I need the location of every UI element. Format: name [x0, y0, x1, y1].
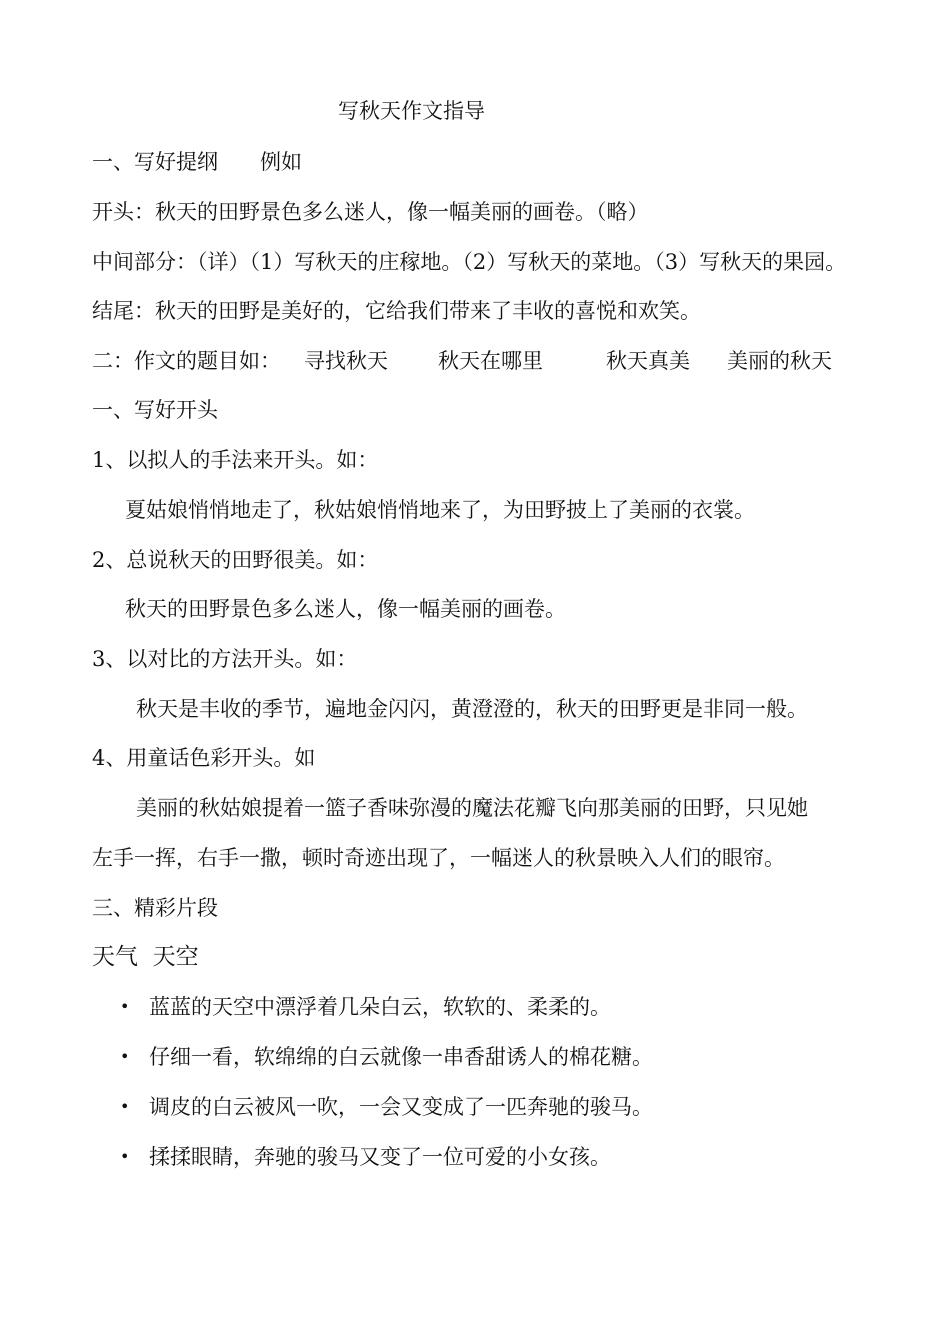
topic-item: 秋天在哪里 [438, 349, 543, 373]
method-label: 4、用童话色彩开头。如 [92, 746, 316, 770]
bullet-text: 调皮的白云被风一吹，一会又变成了一匹奔驰的骏马。 [149, 1095, 653, 1119]
passages-subheading: 天气 天空 [92, 944, 199, 970]
topics-label: 二：作文的题目如： [92, 349, 281, 373]
bullet-icon: • [120, 1097, 130, 1116]
method-label: 3、以对比的方法开头。如： [92, 647, 358, 671]
list-item [120, 1143, 611, 1193]
outline-ending: 结尾：秋天的田野是美好的，它给我们带来了丰收的喜悦和欢笑。 [92, 299, 701, 323]
method-example: 夏姑娘悄悄地走了，秋姑娘悄悄地来了，为田野披上了美丽的衣裳。 [125, 498, 755, 522]
list-item [120, 1043, 653, 1093]
method-example-line: 左手一挥，右手一撒，顿时奇迹出现了，一幅迷人的秋景映入人们的眼帘。 [92, 846, 785, 870]
method-example: 秋天的田野景色多么迷人，像一幅美丽的画卷。 [125, 597, 566, 621]
topic-item: 秋天真美 [606, 349, 690, 373]
document-title: 写秋天作文指导 [338, 99, 485, 123]
outline-opening: 开头：秋天的田野景色多么迷人，像一幅美丽的画卷。（略） [92, 200, 649, 224]
passage-bullet-list [120, 993, 653, 1193]
topic-item: 寻找秋天 [304, 349, 388, 373]
openings-heading: 一、写好开头 [92, 398, 218, 422]
passages-heading: 三、精彩片段 [92, 896, 218, 920]
outline-middle: 中间部分：（详）（1）写秋天的庄稼地。（2）写秋天的菜地。（3）写秋天的果园。 [92, 250, 847, 274]
outline-heading: 一、写好提纲 例如 [92, 150, 302, 174]
bullet-icon: • [120, 1047, 130, 1066]
bullet-text: 仔细一看，软绵绵的白云就像一串香甜诱人的棉花糖。 [149, 1045, 653, 1069]
bullet-icon: • [120, 997, 130, 1016]
bullet-icon: • [120, 1147, 130, 1166]
method-example-line: 美丽的秋姑娘提着一篮子香味弥漫的魔法花瓣飞向那美丽的田野，只见她 [136, 796, 808, 820]
method-example: 秋天是丰收的季节，遍地金闪闪，黄澄澄的，秋天的田野更是非同一般。 [136, 697, 808, 721]
topic-item: 美丽的秋天 [727, 349, 832, 373]
bullet-text: 揉揉眼睛，奔驰的骏马又变了一位可爱的小女孩。 [149, 1145, 611, 1169]
method-label: 1、以拟人的手法来开头。如： [92, 448, 379, 472]
method-label: 2、总说秋天的田野很美。如： [92, 548, 379, 572]
bullet-text: 蓝蓝的天空中漂浮着几朵白云，软软的、柔柔的。 [149, 995, 611, 1019]
list-item [120, 993, 611, 1043]
list-item [120, 1093, 653, 1143]
